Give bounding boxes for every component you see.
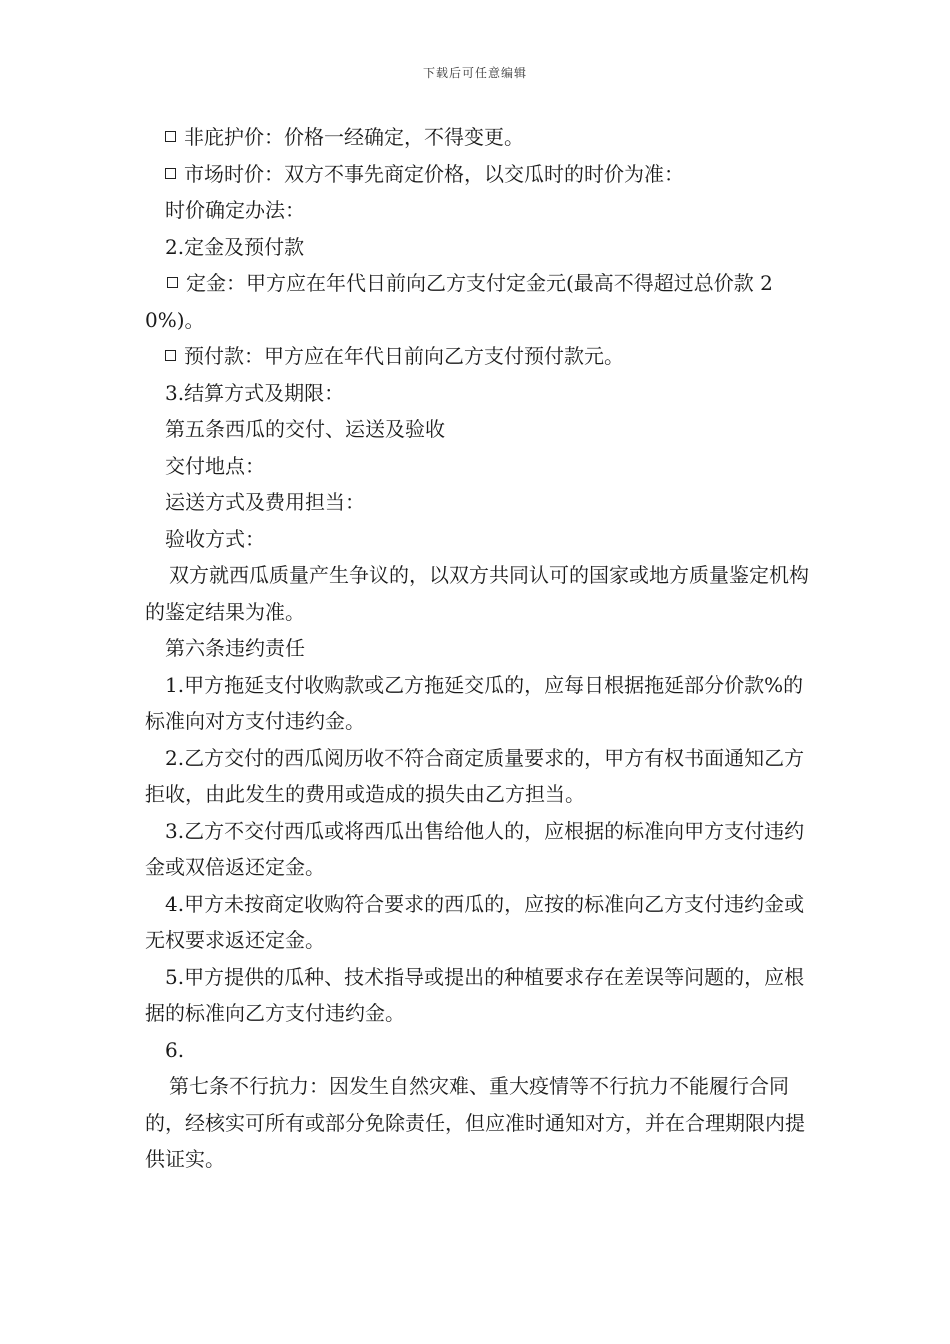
list-item: 6. bbox=[165, 1037, 185, 1062]
option-deposit: 定金：甲方应在年代日前向乙方支付定金元(最高不得超过总价款 20%)。 bbox=[145, 271, 773, 332]
paragraph: 交付地点： bbox=[165, 453, 265, 478]
option-market-price: 市场时价：双方不事先商定价格，以交瓜时的时价为准： bbox=[145, 156, 815, 193]
paragraph: 验收方式： bbox=[165, 526, 265, 551]
list-item: 3.乙方不交付西瓜或将西瓜出售给他人的，应根据的标准向甲方支付违约金或双倍返还定金。 bbox=[145, 818, 805, 879]
list-item: 2.乙方交付的西瓜阅历收不符合商定质量要求的，甲方有权书面通知乙方拒收，由此发生的费用或造成的损失由乙方担当。 bbox=[145, 745, 805, 806]
checkbox-icon[interactable] bbox=[165, 131, 176, 142]
paragraph: 时价确定办法： bbox=[165, 198, 305, 222]
page-header: 下载后可任意编辑 bbox=[422, 66, 527, 80]
article-heading: 第六条违约责任 bbox=[165, 636, 305, 660]
list-item: 5.甲方提供的瓜种、技术指导或提出的种植要求存在差误等问题的，应根据的标准向乙方支付违约金。 bbox=[145, 964, 805, 1025]
section-heading: 2.定金及预付款 bbox=[165, 234, 305, 259]
document-body bbox=[145, 119, 815, 1178]
checkbox-icon[interactable] bbox=[167, 277, 178, 288]
section-heading: 3.结算方式及期限： bbox=[165, 380, 345, 405]
paragraph: 运送方式及费用担当： bbox=[165, 490, 365, 514]
option-prepayment: 预付款：甲方应在年代日前向乙方支付预付款元。 bbox=[145, 338, 815, 375]
checkbox-icon[interactable] bbox=[165, 350, 176, 361]
list-item: 1.甲方拖延支付收购款或乙方拖延交瓜的，应每日根据拖延部分价款%的标准向对方支付违约金。 bbox=[145, 672, 804, 733]
option-non-protective-price: 非庇护价：价格一经确定，不得变更。 bbox=[145, 119, 815, 156]
article-paragraph: 第七条不行抗力：因发生自然灾难、重大疫情等不行抗力不能履行合同的，经核实可所有或部分免除责任，但应准时通知对方，并在合理期限内提供证实。 bbox=[145, 1074, 805, 1171]
list-item: 4.甲方未按商定收购符合要求的西瓜的，应按的标准向乙方支付违约金或无权要求返还定金。 bbox=[145, 891, 805, 952]
paragraph: 双方就西瓜质量产生争议的，以双方共同认可的国家或地方质量鉴定机构的鉴定结果为准。 bbox=[145, 563, 809, 624]
article-heading: 第五条西瓜的交付、运送及验收 bbox=[165, 417, 445, 441]
checkbox-icon[interactable] bbox=[165, 168, 176, 179]
